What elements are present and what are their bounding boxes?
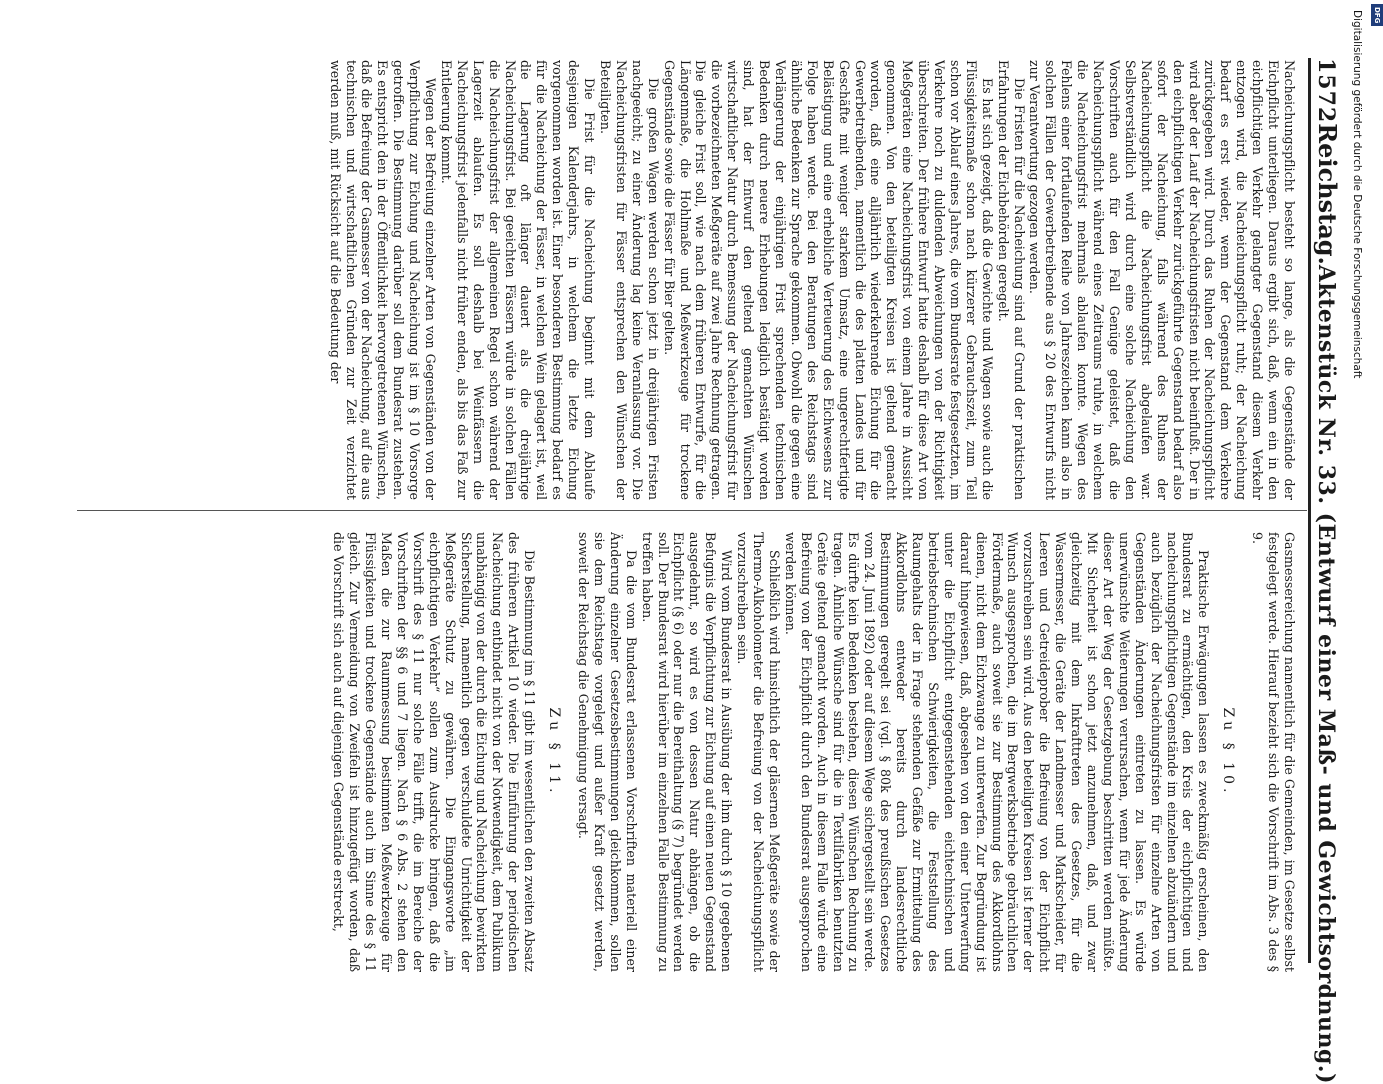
document-title: Aktenstück Nr. 33. (Entwurf einer Maß- und Gewichtsordnung.) [1313, 264, 1339, 1084]
section-heading: Zu § 11. [546, 707, 563, 797]
right-column [77, 532, 1297, 972]
page-number: 1572 [1313, 58, 1339, 124]
paragraph: Die Fristen für die Nacheichung sind auf Grund der praktischen Erfahrungen der Eichbehörden geregelt. [995, 60, 1027, 500]
paragraph: Die Frist für die Nacheichung beginnt mit dem Ablaufe desjenigen Kalenderjahrs, in welchem die letzte Eichung vorgenommen worden ist. Einer besonderen Bestimmung bedarf es für die Nacheichung der Fässer, in welchen Wein gelagert ist, weil die Lagerung oft länger dauert als die dreijährige Nacheichungsfrist. Bei geeichten Fässern würde in solchen Fällen die Nacheichungsfrist der allgemeinen Regel schon während der Lagerzeit ablaufen. Es soll deshalb bei Weinfässern die Nacheichungsfrist jedenfalls nicht früher enden, als bis das Faß zur Entleerung kommt. [438, 60, 598, 500]
paragraph: Nacheichungspflicht besteht so lange, als die Gegenstände der Eichpflicht unterliegen. Daraus ergibt sich, daß, wenn ein in den eichpflichtigen Verkehr gelangter Gegenstand diesem Verkehr entzogen wird, die Nacheichungspflicht ruht; der Nacheichung bedarf es erst wieder, wenn der Gegenstand dem Verkehre zurückgegeben wird. Durch das Ruhen der Nacheichungspflicht wird aber der Lauf der Nacheichungsfristen nicht beeinflußt. Der in den eichpflichtigen Verkehr zurückgeführte Gegenstand bedarf also sofort der Nacheichung, falls während des Ruhens der Nacheichungspflicht die Nacheichungsfrist abgelaufen war. Selbstverständlich wird durch eine solche Nacheichung den Vorschriften auch für den Fall Genüge geleistet, daß die Nacheichungspflicht während eines Zeitraums ruhte, in welchem die Nacheichungsfrist mehrmals ablaufen konnte. Wegen des Fehlens einer fortlaufenden Reihe von Jahreszeichen kann also in solchen Fällen der Gewerbetreibende aus § 20 des Entwurfs nicht zur Verantwortung gezogen werden. [1027, 60, 1297, 500]
paragraph: Die großen Wagen werden schon jetzt in dreijährigen Fristen nachgeeicht; zu einer Änderung lag keine Veranlassung vor. Die Nacheichungsfristen für Fässer entsprechen den Wünschen der Beteiligten. [598, 60, 661, 500]
paragraph: Gasmessereichung namentlich für die Gemeinden, im Gesetze selbst festgelegt werde. Hierauf bezieht sich die Vorschrift im Abs. 3 des § 9. [1250, 532, 1297, 972]
dfg-logo: DFG [1371, 4, 1383, 26]
section-heading: Zu § 10. [1220, 707, 1237, 797]
paragraph: Wegen der Befreiung einzelner Arten von Gegenständen von der Verpflichtung zur Eichung und Nacheichung ist im § 10 Vorsorge getroffen. Die Bestimmung darüber soll dem Bundesrat zustehen. Es entspricht den in der Öffentlichkeit hervorgetretenen Wünschen, daß die Befreiung der Gasmesser von der Nacheichung, auf die aus technischen und wirtschaftlichen Gründen zur Zeit verzichtet werden muß, mit Rücksicht auf die Bedeutung der [327, 60, 439, 500]
column-divider [77, 510, 1307, 511]
paragraph: Praktische Erwägungen lassen es zweckmäßig erscheinen, den Bundesrat zu ermächtigen, den Kreis der eichpflichtigen und nacheichungspflichtigen Gegenstände im einzelnen abzuändern und auch bezüglich der Nacheichungsfristen für einzelne Arten von Gegenständen Änderungen eintreten zu lassen. Es würde unerwünschte Weiterungen verursachen, wenn für jede Änderung dieser Art der Weg der Gesetzgebung beschritten werden müßte. Mit Sicherheit ist schon jetzt anzunehmen, daß, und zwar gleichzeitig mit dem Inkrafttreten des Gesetzes, für die Wassermesser, die Geräte der Landmesser und Markscheider, für Leeren und Getreideprober die Befreiung von der Eichpflicht vorzuschreiben sein wird. Aus den beteiligten Kreisen ist ferner der Wunsch ausgesprochen, die im Bergwerksbetriebe gebräuchlichen Fördermaße, auch soweit sie zur Bestimmung des Akkordlohns dienen, nicht dem Eichzwange zu unterwerfen. Zur Begründung ist darauf hingewiesen, daß, abgesehen von den einer Unterwerfung unter die Eichpflicht entgegenstehenden eichtechnischen und betriebstechnischen Schwierigkeiten, die Feststellung des Raumgehalts der in Frage stehenden Gefäße zur Ermittelung des Akkordlohns entweder bereits durch landesrechtliche Bestimmungen geregelt sei (vgl. § 80k des preußischen Gesetzes vom 24. Juni 1892) oder auf diesem Wege sichergestellt sein werde. Es dürfte kein Bedenken bestehen, diesen Wünschen Rechnung zu tragen. Ähnliche Wünsche sind für die in Textilfabriken benutzten Geräte geltend gemacht worden. Auch in diesem Falle würde eine Befreiung von der Eichpflicht durch den Bundesrat ausgesprochen werden können. [782, 532, 1212, 972]
parliament-label: Reichstag. [1313, 123, 1342, 265]
header-rule [1308, 58, 1311, 963]
paragraph: Die Bestimmung im § 11 gibt im wesentlichen den zweiten Absatz des früheren Artikel 10 wieder. Die Einführung der periodischen Nacheichung entbindet nicht von der Notwendigkeit, dem Publikum unabhängig von der durch die Eichung und Nacheichung bewirkten Sicherstellung, namentlich gegen verschuldete Unrichtigkeit der Meßgeräte Schutz zu gewähren. Die Eingangsworte „im eichpflichtigen Verkehr“ sollen zum Ausdrucke bringen, daß die Vorschrift des § 11 nur solche Fälle trifft, die im Bereiche der Vorschriften der §§ 6 und 7 liegen. Nach § 6 Abs. 2 stehen den Maßen die zur Raummessung bestimmten Meßwerkzeuge für Flüssigkeiten und trockene Gegenstände auch im Sinne des § 11 gleich. Zur Vermeidung von Zweifeln ist hinzugefügt worden, daß die Vorschrift sich auch auf diejenigen Gegenstände erstreckt, [331, 532, 538, 972]
paragraph: Es hat sich gezeigt, daß die Gewichte und Wagen sowie auch die Flüssigkeitsmaße schon nach kürzerer Gebrauchszeit, zum Teil schon vor Ablauf eines Jahres, die vom Bundesrate festgesetzten, im Verkehre noch zu duldenden Abweichungen von der Richtigkeit überschreiten. Der frühere Entwurf hatte deshalb für diese Art von Meßgeräten eine Nacheichungsfrist von einem Jahre in Aussicht genommen. Von den beteiligten Kreisen ist geltend gemacht worden, daß eine alljährlich wiederkehrende Eichung für die Gewerbetreibenden, namentlich die des platten Landes und für Geschäfte mit weniger starkem Umsatz, eine ungerechtfertigte Belästigung und eine erhebliche Verteuerung des Eichwesens zur Folge haben werde. Bei den Beratungen des Reichstags sind ähnliche Bedenken zur Sprache gekommen. Obwohl die gegen eine Verlängerung der einjährigen Frist sprechenden technischen Bedenken durch neuere Erhebungen lediglich bestätigt worden sind, hat der Entwurf den geltend gemachten Wünschen wirtschaftlicher Natur durch Bemessung der Nacheichungsfrist für die vorbezeichneten Meßgeräte auf zwei Jahre Rechnung getragen. Die gleiche Frist soll, wie nach dem früheren Entwurfe, für die Längenmaße, die Hohlmaße und Meßwerkzeuge für trockene Gegenstände sowie die Fässer für Bier gelten. [661, 60, 995, 500]
digitization-credit: Digitalisierung gefördert durch die Deutsche Forschungsgemeinschaft [1351, 10, 1363, 379]
left-column [77, 60, 1297, 500]
paragraph: Da die vom Bundesrat erlassenen Vorschriften materiell einer Änderung einzelner Gesetzesbestimmungen gleichkommen, sollen sie dem Reichstage vorgelegt und außer Kraft gesetzt werden, soweit der Reichstag die Genehmigung versagt. [576, 532, 639, 972]
paragraph: Schließlich wird hinsichtlich der gläsernen Meßgeräte sowie der Thermo-Alkoholometer die Befreiung von der Nacheichungspflicht vorzuschreiben sein. [735, 532, 782, 972]
paragraph: Wird vom Bundesrat in Ausübung der ihm durch § 10 gegebenen Befugnis die Verpflichtung zur Eichung auf einen neuen Gegenstand ausgedehnt, so wird es von dessen Natur abhängen, ob die Eichpflicht (§ 6) oder nur die Bereithaltung (§ 7) begründet werden soll. Der Bundesrat wird hierüber im einzelnen Falle Bestimmung zu treffen haben. [639, 532, 735, 972]
